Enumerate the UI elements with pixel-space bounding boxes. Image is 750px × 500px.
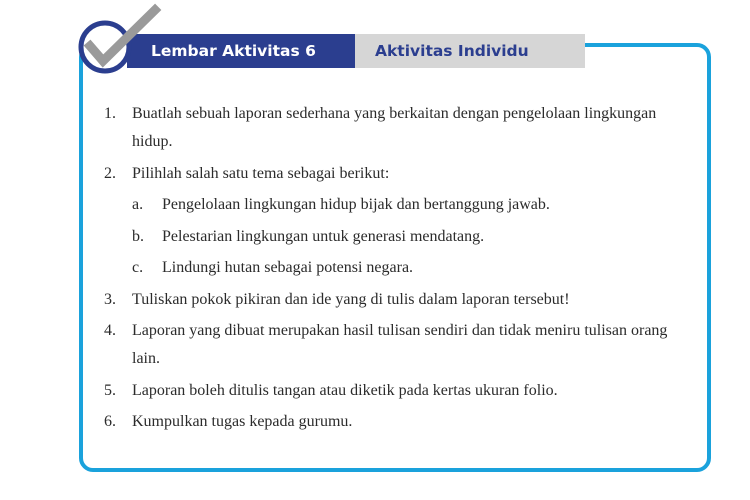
list-item <box>104 377 694 405</box>
list-item <box>104 286 694 314</box>
sub-list-item <box>104 191 694 219</box>
item-number: 2. <box>104 164 116 182</box>
item-number: 3. <box>104 290 116 308</box>
activity-type-label: Aktivitas Individu <box>355 34 585 68</box>
activity-number-label: Lembar Aktivitas 6 <box>127 34 355 68</box>
list-item <box>104 100 694 156</box>
item-text: Laporan yang dibuat merupakan hasil tulisan sendiri dan tidak meniru tulisan orang lain. <box>132 322 668 367</box>
list-item <box>104 160 694 188</box>
sub-item-text: Pengelolaan lingkungan hidup bijak dan bertanggung jawab. <box>162 196 550 213</box>
item-number: 4. <box>104 322 116 339</box>
sub-list-item <box>104 254 694 282</box>
item-text: Buatlah sebuah laporan sederhana yang berkaitan dengan pengelolaan lingkungan hidup. <box>132 105 657 150</box>
checkmark-icon <box>78 2 168 82</box>
sub-list-item <box>104 223 694 251</box>
instruction-list <box>104 100 694 440</box>
sub-item-text: Pelestarian lingkungan untuk generasi mendatang. <box>162 227 485 245</box>
sub-item-letter: c. <box>132 259 144 276</box>
list-item <box>104 408 694 436</box>
sub-item-letter: b. <box>132 227 144 245</box>
activity-header <box>127 34 585 68</box>
item-number: 1. <box>104 105 116 122</box>
item-text: Laporan boleh ditulis tangan atau diketik pada kertas ukuran folio. <box>132 381 558 399</box>
list-item <box>104 317 694 373</box>
item-text: Kumpulkan tugas kepada gurumu. <box>132 413 353 430</box>
item-text: Pilihlah salah satu tema sebagai berikut: <box>132 164 390 182</box>
item-number: 5. <box>104 381 116 399</box>
item-text: Tuliskan pokok pikiran dan ide yang di tulis dalam laporan tersebut! <box>132 290 570 308</box>
sub-item-text: Lindungi hutan sebagai potensi negara. <box>162 259 414 276</box>
sub-item-letter: a. <box>132 196 144 213</box>
item-number: 6. <box>104 413 116 430</box>
